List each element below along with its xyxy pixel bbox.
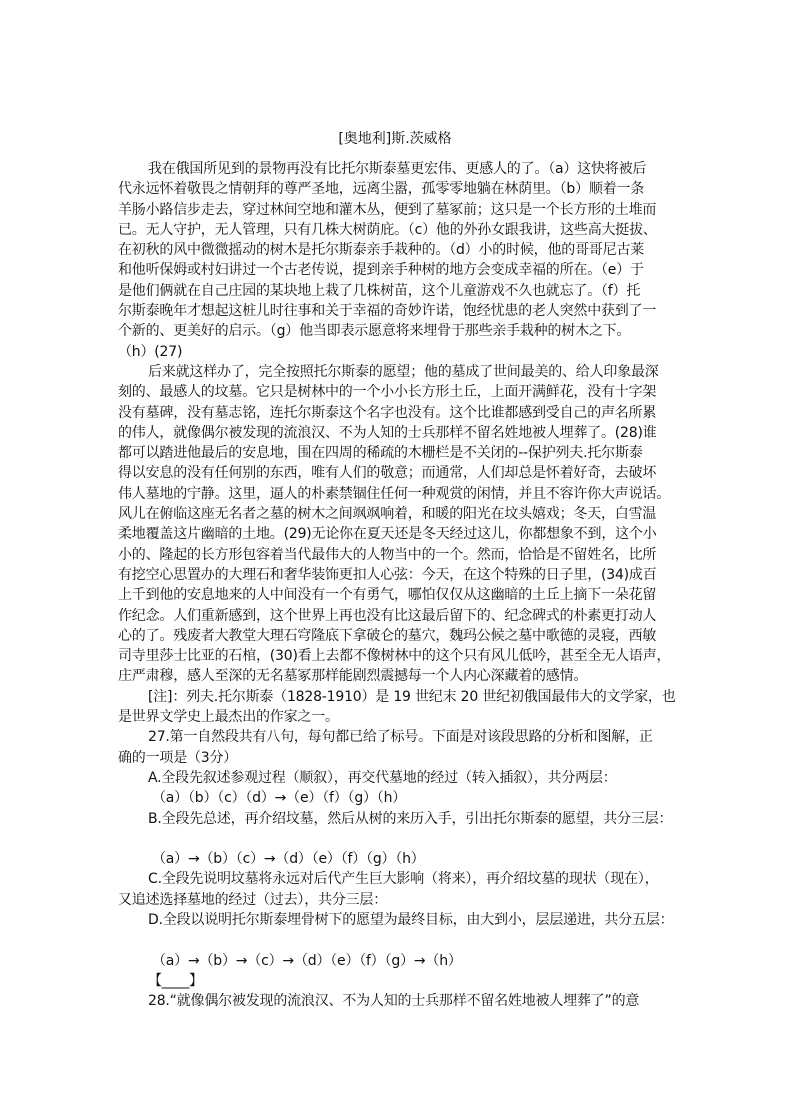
text-line: C.全段先说明坟墓将永远对后代产生巨大影响（将来），再介绍坟墓的现状（现在）， [148,871,659,888]
text-line: 是他们俩就在自己庄园的某块地上栽了几株树苗，这个儿童游戏不久也就忘了。（f）托 [118,282,641,299]
text-line: （a）（b）（c）（d）→（e）（f）（g）（h） [152,790,407,807]
text-line: （a）→（b）→（c）→（d）（e）（f）（g）→（h） [152,952,462,969]
text-line: A.全段先叙述参观过程（顺叙），再交代墓地的经过（转入插叙），共分两层： [148,769,617,786]
text-line: 我在俄国所见到的景物再没有比托尔斯泰墓更宏伟、更感人的了。（a）这快将被后 [148,161,647,177]
text-line: 都可以踏进他最后的安息地，围在四周的稀疏的木栅栏是不关闭的--保护列夫.托尔斯泰 [118,445,643,462]
text-line: B.全段先总述，再介绍坟墓，然后从树的来历入手，引出托尔斯泰的愿望，共分三层： [148,810,673,827]
text-line: 没有墓碑，没有墓志铭，连托尔斯泰这个名字也没有。这个比谁都感到受自己的声名所累 [118,404,657,421]
text-line: 得以安息的没有任何别的东西，唯有人们的敬意；而通常，人们却总是怀着好奇，去破坏 [118,465,657,482]
text-line: 刻的、最感人的坟墓。它只是树林中的一个小小长方形土丘，上面开满鲜花，没有十字架 [118,384,657,401]
text-line: D.全段以说明托尔斯泰埋骨树下的愿望为最终目标，由大到小，层层递进，共分五层： [148,911,674,928]
text-line: 的伟人，就像偶尔被发现的流浪汉、不为人知的士兵那样不留名姓地被人埋葬了。(28)谁 [118,424,657,441]
document-body [118,159,683,1011]
text-line: 柔地覆盖这片幽暗的土地。(29)无论你在夏天还是冬天经过这儿，你都想象不到，这个小 [118,526,657,543]
text-line: 尔斯泰晚年才想起这桩儿时往事和关于幸福的奇妙许诺，饱经忧患的老人突然中获到了一 [118,303,657,320]
text-line: 作纪念。人们重新感到，这个世界上再也没有比这最后留下的、纪念碑式的朴素更打动人 [118,607,657,624]
text-line: 和他听保姆或村妇讲过一个古老传说，提到亲手种树的地方会变成幸福的所在。（e）于 [118,262,644,279]
text-line: 有挖空心思置办的大理石和奢华装饰更扣人心弦：今天，在这个特殊的日子里，(34)成百 [118,566,657,583]
text-line: 心的了。残废者大教堂大理石穹隆底下拿破仑的墓穴，魏玛公候之墓中歌德的灵寝，西敏 [118,627,657,644]
text-line: 小的、隆起的长方形包容着当代最伟大的人物当中的一个。然而，恰恰是不留姓名，比所 [118,546,657,563]
blank-line [118,829,683,849]
text-line: 个新的、更美好的启示。（g）他当即表示愿意将来埋骨于那些亲手栽种的树木之下。 [118,323,631,340]
text-line: 在初秋的风中微微摇动的树木是托尔斯泰亲手栽种的。（d）小的时候，他的哥哥尼古莱 [118,242,645,259]
text-line: 风儿在俯临这座无名者之墓的树木之间飒飒响着，和暖的阳光在坟头嬉戏；冬天，白雪温 [118,506,657,523]
text-line: 羊肠小路信步走去，穿过林间空地和灌木丛，便到了墓冢前；这只是一个长方形的土堆而 [118,201,657,218]
text-line: 28.“就像偶尔被发现的流浪汉、不为人知的士兵那样不留名姓地被人埋葬了”的意 [148,993,640,1010]
text-line: 伟人墓地的宁静。这里，逼人的朴素禁锢住任何一种观赏的闲情，并且不容许你大声说话。 [118,485,670,502]
text-line: （a）→（b）（c）→（d）（e）（f）（g）（h） [152,851,425,868]
text-line: 已。无人守护，无人管理，只有几株大树荫庇。（c）他的外孙女跟我讲，这些高大挺拔、 [118,221,657,238]
text-line: [注]：列夫.托尔斯泰（1828-1910）是 19 世纪末 20 世纪初俄国最伟大的文学家，也 [148,688,676,705]
text-line: 【____】 [148,972,203,989]
text-line: 后来就这样办了，完全按照托尔斯泰的愿望；他的墓成了世间最美的、给人印象最深 [148,363,659,380]
blank-line [118,930,683,950]
text-line: 27.第一自然段共有八句，每句都已给了标号。下面是对该段思路的分析和图解，正 [148,729,653,746]
text-line: 代永远怀着敬畏之情朝拜的尊严圣地，远离尘嚣，孤零零地躺在林荫里。（b）顺着一条 [118,181,645,198]
text-line: 庄严肃穆，感人至深的无名墓冢那样能剧烈震撼每一个人内心深藏着的感情。 [118,668,588,685]
text-line: 又追述选择墓地的经过（过去），共分三层： [118,891,387,908]
text-line: 确的一项是（3分） [118,749,238,766]
author-line: [奥地利]斯.茨威格 [338,131,452,147]
text-line: （h）(27) [118,343,183,360]
text-line: 上千到他的安息地来的人中间没有一个有勇气，哪怕仅仅从这幽暗的土丘上摘下一朵花留 [118,587,657,604]
text-line: 是世界文学史上最杰出的作家之一。 [118,709,339,726]
text-line: 司寺里莎士比亚的石棺，(30)看上去都不像树林中的这个只有风儿低吟，甚至全无人语声， [118,648,671,665]
